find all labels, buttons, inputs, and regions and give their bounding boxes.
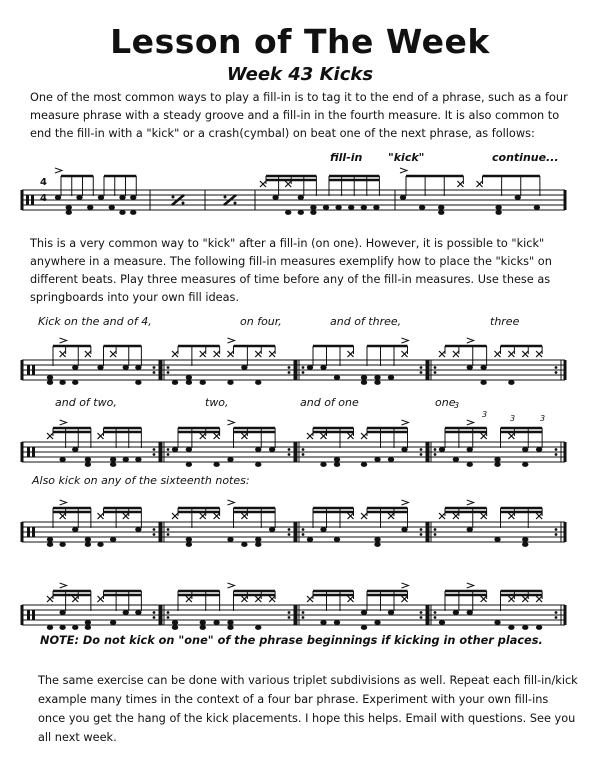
- percussion-clef: [31, 195, 34, 205]
- bass-note: [200, 380, 206, 385]
- repeat-dot: [167, 611, 170, 614]
- snare-note: [47, 537, 53, 542]
- snare-note: [298, 195, 304, 200]
- accent-mark: [60, 500, 67, 505]
- staff-row-1: [0, 330, 600, 390]
- repeat-dot: [302, 448, 305, 451]
- bass-note: [298, 210, 304, 215]
- bass-note: [241, 542, 247, 547]
- snare-note: [85, 620, 91, 625]
- percussion-clef: [27, 365, 30, 375]
- accent-mark: [402, 420, 409, 425]
- snare-note: [135, 610, 141, 615]
- bass-note: [186, 542, 192, 547]
- percussion-clef: [27, 447, 30, 457]
- repeat-dot: [420, 533, 423, 536]
- snare-note: [323, 205, 329, 210]
- bass-note: [255, 462, 261, 467]
- accent-mark: [400, 168, 407, 173]
- accent-mark: [55, 168, 62, 173]
- snare-note: [401, 527, 407, 532]
- bass-note: [97, 542, 103, 547]
- snare-note: [388, 610, 394, 615]
- snare-note: [374, 537, 380, 542]
- simile-dot: [172, 196, 175, 199]
- snare-note: [110, 457, 116, 462]
- repeat-dot: [420, 453, 423, 456]
- snare-note: [59, 610, 65, 615]
- repeat-dot: [153, 533, 156, 536]
- snare-note: [320, 620, 326, 625]
- snare-note: [536, 447, 542, 452]
- bass-note: [310, 210, 316, 215]
- snare-note: [186, 375, 192, 380]
- triplet-mark-4: 3: [540, 414, 546, 423]
- snare-note: [172, 447, 178, 452]
- bass-note: [285, 210, 291, 215]
- snare-note: [269, 527, 275, 532]
- bass-note: [213, 462, 219, 467]
- simile-dot: [234, 202, 237, 205]
- triplet-mark-1: 3: [454, 401, 460, 410]
- bass-note: [186, 462, 192, 467]
- repeat-dot: [434, 453, 437, 456]
- bass-note: [59, 625, 65, 630]
- snare-note: [400, 195, 406, 200]
- snare-note: [269, 447, 275, 452]
- row1-label-4: three: [490, 315, 520, 328]
- repeat-dot: [434, 533, 437, 536]
- snare-note: [361, 205, 367, 210]
- snare-note: [310, 205, 316, 210]
- snare-note: [135, 527, 141, 532]
- staff-row-2: [0, 412, 600, 472]
- simile-dot: [224, 196, 227, 199]
- repeat-dot: [288, 533, 291, 536]
- snare-note: [453, 457, 459, 462]
- repeat-dot: [288, 366, 291, 369]
- snare-note: [85, 457, 91, 462]
- snare-note: [467, 610, 473, 615]
- bass-note: [508, 625, 514, 630]
- snare-note: [373, 205, 379, 210]
- accent-mark: [402, 583, 409, 588]
- repeat-dot: [555, 528, 558, 531]
- repeat-dot: [153, 371, 156, 374]
- bass-note: [135, 380, 141, 385]
- snare-note: [255, 537, 261, 542]
- repeat-dot: [434, 528, 437, 531]
- accent-mark: [228, 338, 235, 343]
- bass-note: [130, 210, 136, 215]
- bass-note: [320, 462, 326, 467]
- triplet-mark-2: 3: [482, 410, 488, 419]
- bass-note: [172, 625, 178, 630]
- snare-note: [374, 457, 380, 462]
- snare-note: [361, 375, 367, 380]
- repeat-dot: [420, 611, 423, 614]
- snare-note: [467, 447, 473, 452]
- repeat-dot: [555, 453, 558, 456]
- repeat-dot: [302, 453, 305, 456]
- snare-note: [98, 195, 104, 200]
- snare-note: [495, 205, 501, 210]
- percussion-clef: [32, 527, 35, 537]
- time-sig-top: 4: [40, 177, 47, 188]
- snare-note: [522, 447, 528, 452]
- staff-row-4: [0, 575, 600, 635]
- snare-note: [388, 375, 394, 380]
- snare-note: [348, 205, 354, 210]
- bass-note: [200, 625, 206, 630]
- snare-note: [110, 620, 116, 625]
- snare-note: [110, 537, 116, 542]
- repeat-dot: [434, 448, 437, 451]
- percussion-clef: [27, 610, 30, 620]
- accent-mark: [60, 420, 67, 425]
- page-subtitle: Week 43 Kicks: [226, 64, 374, 85]
- repeat-dot: [434, 366, 437, 369]
- row2-label-4: one: [435, 396, 456, 409]
- accent-mark: [467, 338, 474, 343]
- snare-note: [55, 195, 61, 200]
- snare-note: [419, 205, 425, 210]
- bass-note: [47, 625, 53, 630]
- intro-paragraph: One of the most common ways to play a fill-in is to tag it to the end of a phrase, such as a four measure phrase with a steady groove and a fill-in in the fourth measure. It is also common to end the fill-in with a "kick" or a crash(cymbal) on beat one of the next phrase, as follows:: [30, 91, 568, 140]
- bass-note: [72, 380, 78, 385]
- repeat-dot: [555, 366, 558, 369]
- snare-note: [241, 365, 247, 370]
- bass-note: [361, 462, 367, 467]
- snare-note: [453, 610, 459, 615]
- snare-note: [227, 457, 233, 462]
- bass-note: [186, 380, 192, 385]
- row2-label-2: two,: [205, 396, 229, 409]
- percussion-clef: [32, 447, 35, 457]
- bass-note: [119, 210, 125, 215]
- repeat-dot: [555, 448, 558, 451]
- percussion-clef: [26, 195, 29, 205]
- bass-note: [495, 210, 501, 215]
- repeat-dot: [167, 528, 170, 531]
- repeat-dot: [167, 371, 170, 374]
- accent-mark: [402, 500, 409, 505]
- repeat-dot: [288, 453, 291, 456]
- snare-note: [97, 365, 103, 370]
- repeat-dot: [288, 371, 291, 374]
- bass-note: [85, 542, 91, 547]
- row2-label-1: and of two,: [55, 396, 117, 409]
- page-title: Lesson of The Week: [110, 22, 490, 61]
- snare-note: [186, 447, 192, 452]
- accent-mark: [60, 583, 67, 588]
- bass-note: [72, 625, 78, 630]
- snare-note: [534, 205, 540, 210]
- snare-note: [374, 620, 380, 625]
- snare-note: [123, 610, 129, 615]
- snare-note: [515, 195, 521, 200]
- accent-mark: [467, 420, 474, 425]
- repeat-dot: [555, 371, 558, 374]
- repeat-dot: [167, 448, 170, 451]
- snare-note: [59, 457, 65, 462]
- bass-note: [47, 380, 53, 385]
- bass-note: [227, 625, 233, 630]
- snare-note: [388, 457, 394, 462]
- bass-note: [85, 462, 91, 467]
- closing-paragraph: The same exercise can be done with various triplet subdivisions as well. Repeat each fill-in/kick example many times in the context of a four bar phrase. Experiment with your own fill-ins once you get the hang of the kick placements. I hope this helps. Email with questions. See you all next week.: [38, 674, 578, 744]
- bass-note: [255, 380, 261, 385]
- snare-note: [320, 527, 326, 532]
- repeat-dot: [434, 616, 437, 619]
- repeat-dot: [167, 453, 170, 456]
- snare-note: [47, 375, 53, 380]
- bass-note: [522, 542, 528, 547]
- label-fill-in: fill-in: [330, 151, 363, 164]
- label-kick: "kick": [388, 151, 425, 164]
- snare-note: [119, 195, 125, 200]
- snare-note: [135, 365, 141, 370]
- bass-note: [467, 462, 473, 467]
- repeat-dot: [153, 616, 156, 619]
- triplet-mark-3: 3: [510, 414, 516, 423]
- snare-note: [320, 365, 326, 370]
- snare-note: [494, 537, 500, 542]
- snare-note: [334, 375, 340, 380]
- repeat-dot: [288, 611, 291, 614]
- bass-note: [66, 210, 72, 215]
- repeat-dot: [302, 616, 305, 619]
- snare-note: [467, 365, 473, 370]
- repeat-dot: [434, 371, 437, 374]
- repeat-dot: [153, 366, 156, 369]
- bass-note: [374, 542, 380, 547]
- snare-note: [255, 447, 261, 452]
- repeat-dot: [153, 453, 156, 456]
- repeat-dot: [302, 366, 305, 369]
- snare-note: [361, 610, 367, 615]
- accent-mark: [402, 338, 409, 343]
- bass-note: [361, 380, 367, 385]
- snare-note: [227, 537, 233, 542]
- repeat-dot: [434, 611, 437, 614]
- repeat-dot: [153, 528, 156, 531]
- snare-note: [213, 620, 219, 625]
- bass-note: [374, 380, 380, 385]
- snare-note: [467, 527, 473, 532]
- bass-note: [522, 625, 528, 630]
- snare-note: [72, 365, 78, 370]
- staff-row-3: [0, 492, 600, 552]
- bass-note: [85, 625, 91, 630]
- bass-note: [334, 462, 340, 467]
- label-continue: continue...: [492, 151, 559, 164]
- snare-note: [439, 447, 445, 452]
- bass-note: [361, 625, 367, 630]
- snare-note: [66, 205, 72, 210]
- accent-mark: [60, 338, 67, 343]
- repeat-dot: [153, 611, 156, 614]
- repeat-dot: [302, 533, 305, 536]
- snare-note: [374, 375, 380, 380]
- snare-note: [200, 620, 206, 625]
- repeat-dot: [167, 366, 170, 369]
- time-sig-bottom: 4: [40, 193, 47, 204]
- bass-note: [59, 542, 65, 547]
- snare-note: [439, 620, 445, 625]
- bass-note: [508, 380, 514, 385]
- middle-paragraph: This is a very common way to "kick" after a fill-in (on one). However, it is possible to "kick" anywhere in a measure. The following fill-in measures exemplify how to place the "kicks" on different beats. Play three measures of time before any of the fill-in measures. Use these as springboards into your own fill ideas.: [30, 237, 552, 304]
- row1-label-3: and of three,: [330, 315, 402, 328]
- snare-note: [307, 365, 313, 370]
- snare-note: [85, 537, 91, 542]
- note-text: NOTE: Do not kick on "one" of the phrase beginnings if kicking in other places.: [40, 634, 543, 647]
- snare-note: [72, 527, 78, 532]
- accent-mark: [228, 583, 235, 588]
- bass-note: [522, 462, 528, 467]
- simile-dot: [182, 202, 185, 205]
- repeat-dot: [420, 528, 423, 531]
- repeat-dot: [288, 616, 291, 619]
- accent-mark: [228, 420, 235, 425]
- snare-note: [334, 537, 340, 542]
- bass-note: [255, 625, 261, 630]
- snare-note: [76, 195, 82, 200]
- snare-note: [272, 195, 278, 200]
- repeat-dot: [167, 533, 170, 536]
- repeat-dot: [153, 448, 156, 451]
- bass-note: [494, 462, 500, 467]
- bass-note: [172, 380, 178, 385]
- repeat-dot: [555, 616, 558, 619]
- bass-note: [480, 380, 486, 385]
- repeat-dot: [302, 611, 305, 614]
- snare-note: [123, 365, 129, 370]
- snare-note: [401, 447, 407, 452]
- snare-note: [480, 365, 486, 370]
- repeat-dot: [288, 448, 291, 451]
- snare-note: [494, 457, 500, 462]
- snare-note: [227, 620, 233, 625]
- bass-note: [255, 542, 261, 547]
- repeat-dot: [288, 528, 291, 531]
- snare-note: [522, 537, 528, 542]
- bass-note: [47, 542, 53, 547]
- snare-note: [172, 620, 178, 625]
- snare-note: [186, 537, 192, 542]
- repeat-dot: [302, 371, 305, 374]
- repeat-dot: [555, 611, 558, 614]
- snare-note: [123, 457, 129, 462]
- staff-example-1: [0, 160, 600, 220]
- repeat-dot: [302, 528, 305, 531]
- bass-note: [59, 380, 65, 385]
- snare-note: [494, 620, 500, 625]
- snare-note: [438, 205, 444, 210]
- snare-note: [335, 205, 341, 210]
- snare-note: [109, 205, 115, 210]
- accent-mark: [467, 583, 474, 588]
- repeat-dot: [167, 616, 170, 619]
- repeat-dot: [420, 366, 423, 369]
- bass-note: [536, 625, 542, 630]
- row2-label-3: and of one: [300, 396, 359, 409]
- snare-note: [334, 620, 340, 625]
- bass-note: [438, 210, 444, 215]
- accent-mark: [228, 500, 235, 505]
- bass-note: [227, 380, 233, 385]
- snare-note: [334, 457, 340, 462]
- snare-note: [130, 195, 136, 200]
- percussion-clef: [32, 365, 35, 375]
- snare-note: [307, 537, 313, 542]
- repeat-dot: [420, 371, 423, 374]
- percussion-clef: [32, 610, 35, 620]
- repeat-dot: [420, 616, 423, 619]
- bass-note: [110, 462, 116, 467]
- repeat-dot: [420, 448, 423, 451]
- sixteenth-heading: Also kick on any of the sixteenth notes:: [32, 474, 250, 487]
- row1-label-1: Kick on the and of 4,: [38, 315, 152, 328]
- snare-note: [135, 457, 141, 462]
- snare-note: [87, 205, 93, 210]
- accent-mark: [467, 500, 474, 505]
- snare-note: [72, 447, 78, 452]
- percussion-clef: [27, 527, 30, 537]
- row1-label-2: on four,: [240, 315, 282, 328]
- repeat-dot: [555, 533, 558, 536]
